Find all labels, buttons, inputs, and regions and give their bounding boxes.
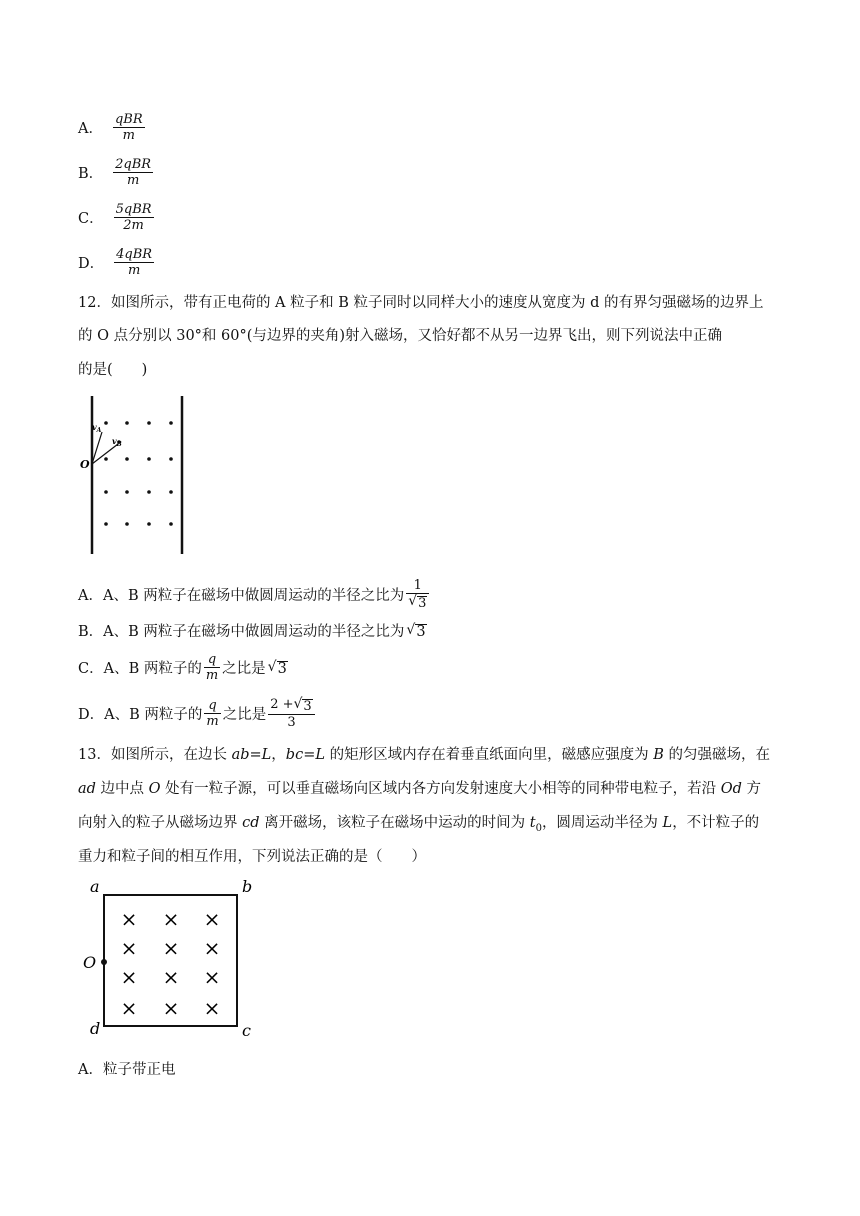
svg-text:×: × xyxy=(120,965,138,989)
fraction: 1 √ 3 xyxy=(406,578,429,611)
corner-b-label: b xyxy=(242,877,253,896)
fraction: $\frac{\text{5qBR}}{2m}$ xyxy=(115,202,152,233)
q12-stem-line-1: 12．如图所示，带有正电荷的 A 粒子和 B 粒子同时以同样大小的速度从宽度为 d 的有界匀强磁场的边界上 xyxy=(78,295,764,311)
corner-d-label: d xyxy=(90,1019,101,1038)
svg-text:×: × xyxy=(203,936,221,960)
source-label: O xyxy=(83,953,97,972)
q12-magnetic-field-figure xyxy=(78,392,188,558)
fraction: $\frac{\text{qBR}}{m}$ xyxy=(114,112,143,143)
velocity-b-label: $v_B$ xyxy=(112,436,122,448)
q12-stem-line-2: 的 O 点分别以 30°和 60°(与边界的夹角)射入磁场，又恰好都不从另一边界飞出，则下列说法中正确 xyxy=(78,328,723,344)
svg-text:×: × xyxy=(162,907,180,931)
svg-text:×: × xyxy=(203,996,221,1020)
velocity-a-label: $v_A$ xyxy=(92,422,102,434)
corner-a-label: a xyxy=(90,877,100,896)
fraction: $\frac{q}{m}$ xyxy=(206,698,219,729)
q11-option-b: B． $\frac{\text{2qBR}}{m}$ xyxy=(78,157,152,188)
q13-stem-line-3: 向射入的粒子从磁场边界 cd 离开磁场，该粒子在磁场中运动的时间为 $t_0$，圆周运动半径为 L，不计粒子的 xyxy=(78,815,760,834)
svg-text:×: × xyxy=(120,936,138,960)
q13-stem-line-4: 重力和粒子间的相互作用，下列说法正确的是（ ） xyxy=(78,849,426,865)
svg-text:×: × xyxy=(120,907,138,931)
q11-option-a: A． $\frac{\text{qBR}}{m}$ xyxy=(78,112,143,143)
q12-option-c: C．A、B 两粒子的 $\frac{q}{m}$ 之比是 √ 3 xyxy=(78,652,287,683)
q12-option-d: D．A、B 两粒子的 $\frac{q}{m}$ 之比是 2 + √ 3 3 xyxy=(78,697,317,730)
q12-stem-line-3: 的是( ) xyxy=(78,362,148,378)
q13-option-a: A．粒子带正电 xyxy=(78,1062,176,1078)
svg-text:×: × xyxy=(162,965,180,989)
velocity-b-arrow xyxy=(92,444,118,464)
q13-rectangle-field-figure xyxy=(78,876,258,1044)
origin-label: O xyxy=(80,458,90,471)
q12-option-b: B．A、B 两粒子在磁场中做圆周运动的半径之比为 √ 3 xyxy=(78,622,426,640)
q11-option-d: D． $\frac{\text{4qBR}}{m}$ xyxy=(78,247,153,278)
fraction: $\frac{\text{4qBR}}{m}$ xyxy=(116,247,153,278)
square-root: √ 3 xyxy=(406,622,426,640)
q13-stem-line-1: 13．如图所示，在边长 ab=L，bc=L 的矩形区域内存在着垂直纸面向里，磁感应强度为 B 的匀强磁场，在 xyxy=(78,747,770,763)
q12-option-a: A．A、B 两粒子在磁场中做圆周运动的半径之比为 1 √ 3 xyxy=(78,578,431,611)
svg-text:×: × xyxy=(162,996,180,1020)
corner-c-label: c xyxy=(242,1021,251,1040)
square-root: √ 3 xyxy=(267,659,287,677)
fraction: 2 + √ 3 3 xyxy=(268,697,315,730)
q13-stem-line-2: ad 边中点 O 处有一粒子源，可以垂直磁场向区域内各方向发射速度大小相等的同种带电粒子，若沿 Od 方 xyxy=(78,781,762,797)
velocity-a-arrow xyxy=(92,432,102,464)
q11-option-c: C． $\frac{\text{5qBR}}{2m}$ xyxy=(78,202,152,233)
fraction: $\frac{q}{m}$ xyxy=(205,652,219,683)
source-point xyxy=(101,959,107,965)
svg-text:×: × xyxy=(203,965,221,989)
svg-text:×: × xyxy=(120,996,138,1020)
svg-text:×: × xyxy=(203,907,221,931)
fraction: $\frac{\text{2qBR}}{m}$ xyxy=(115,157,152,188)
svg-text:×: × xyxy=(162,936,180,960)
